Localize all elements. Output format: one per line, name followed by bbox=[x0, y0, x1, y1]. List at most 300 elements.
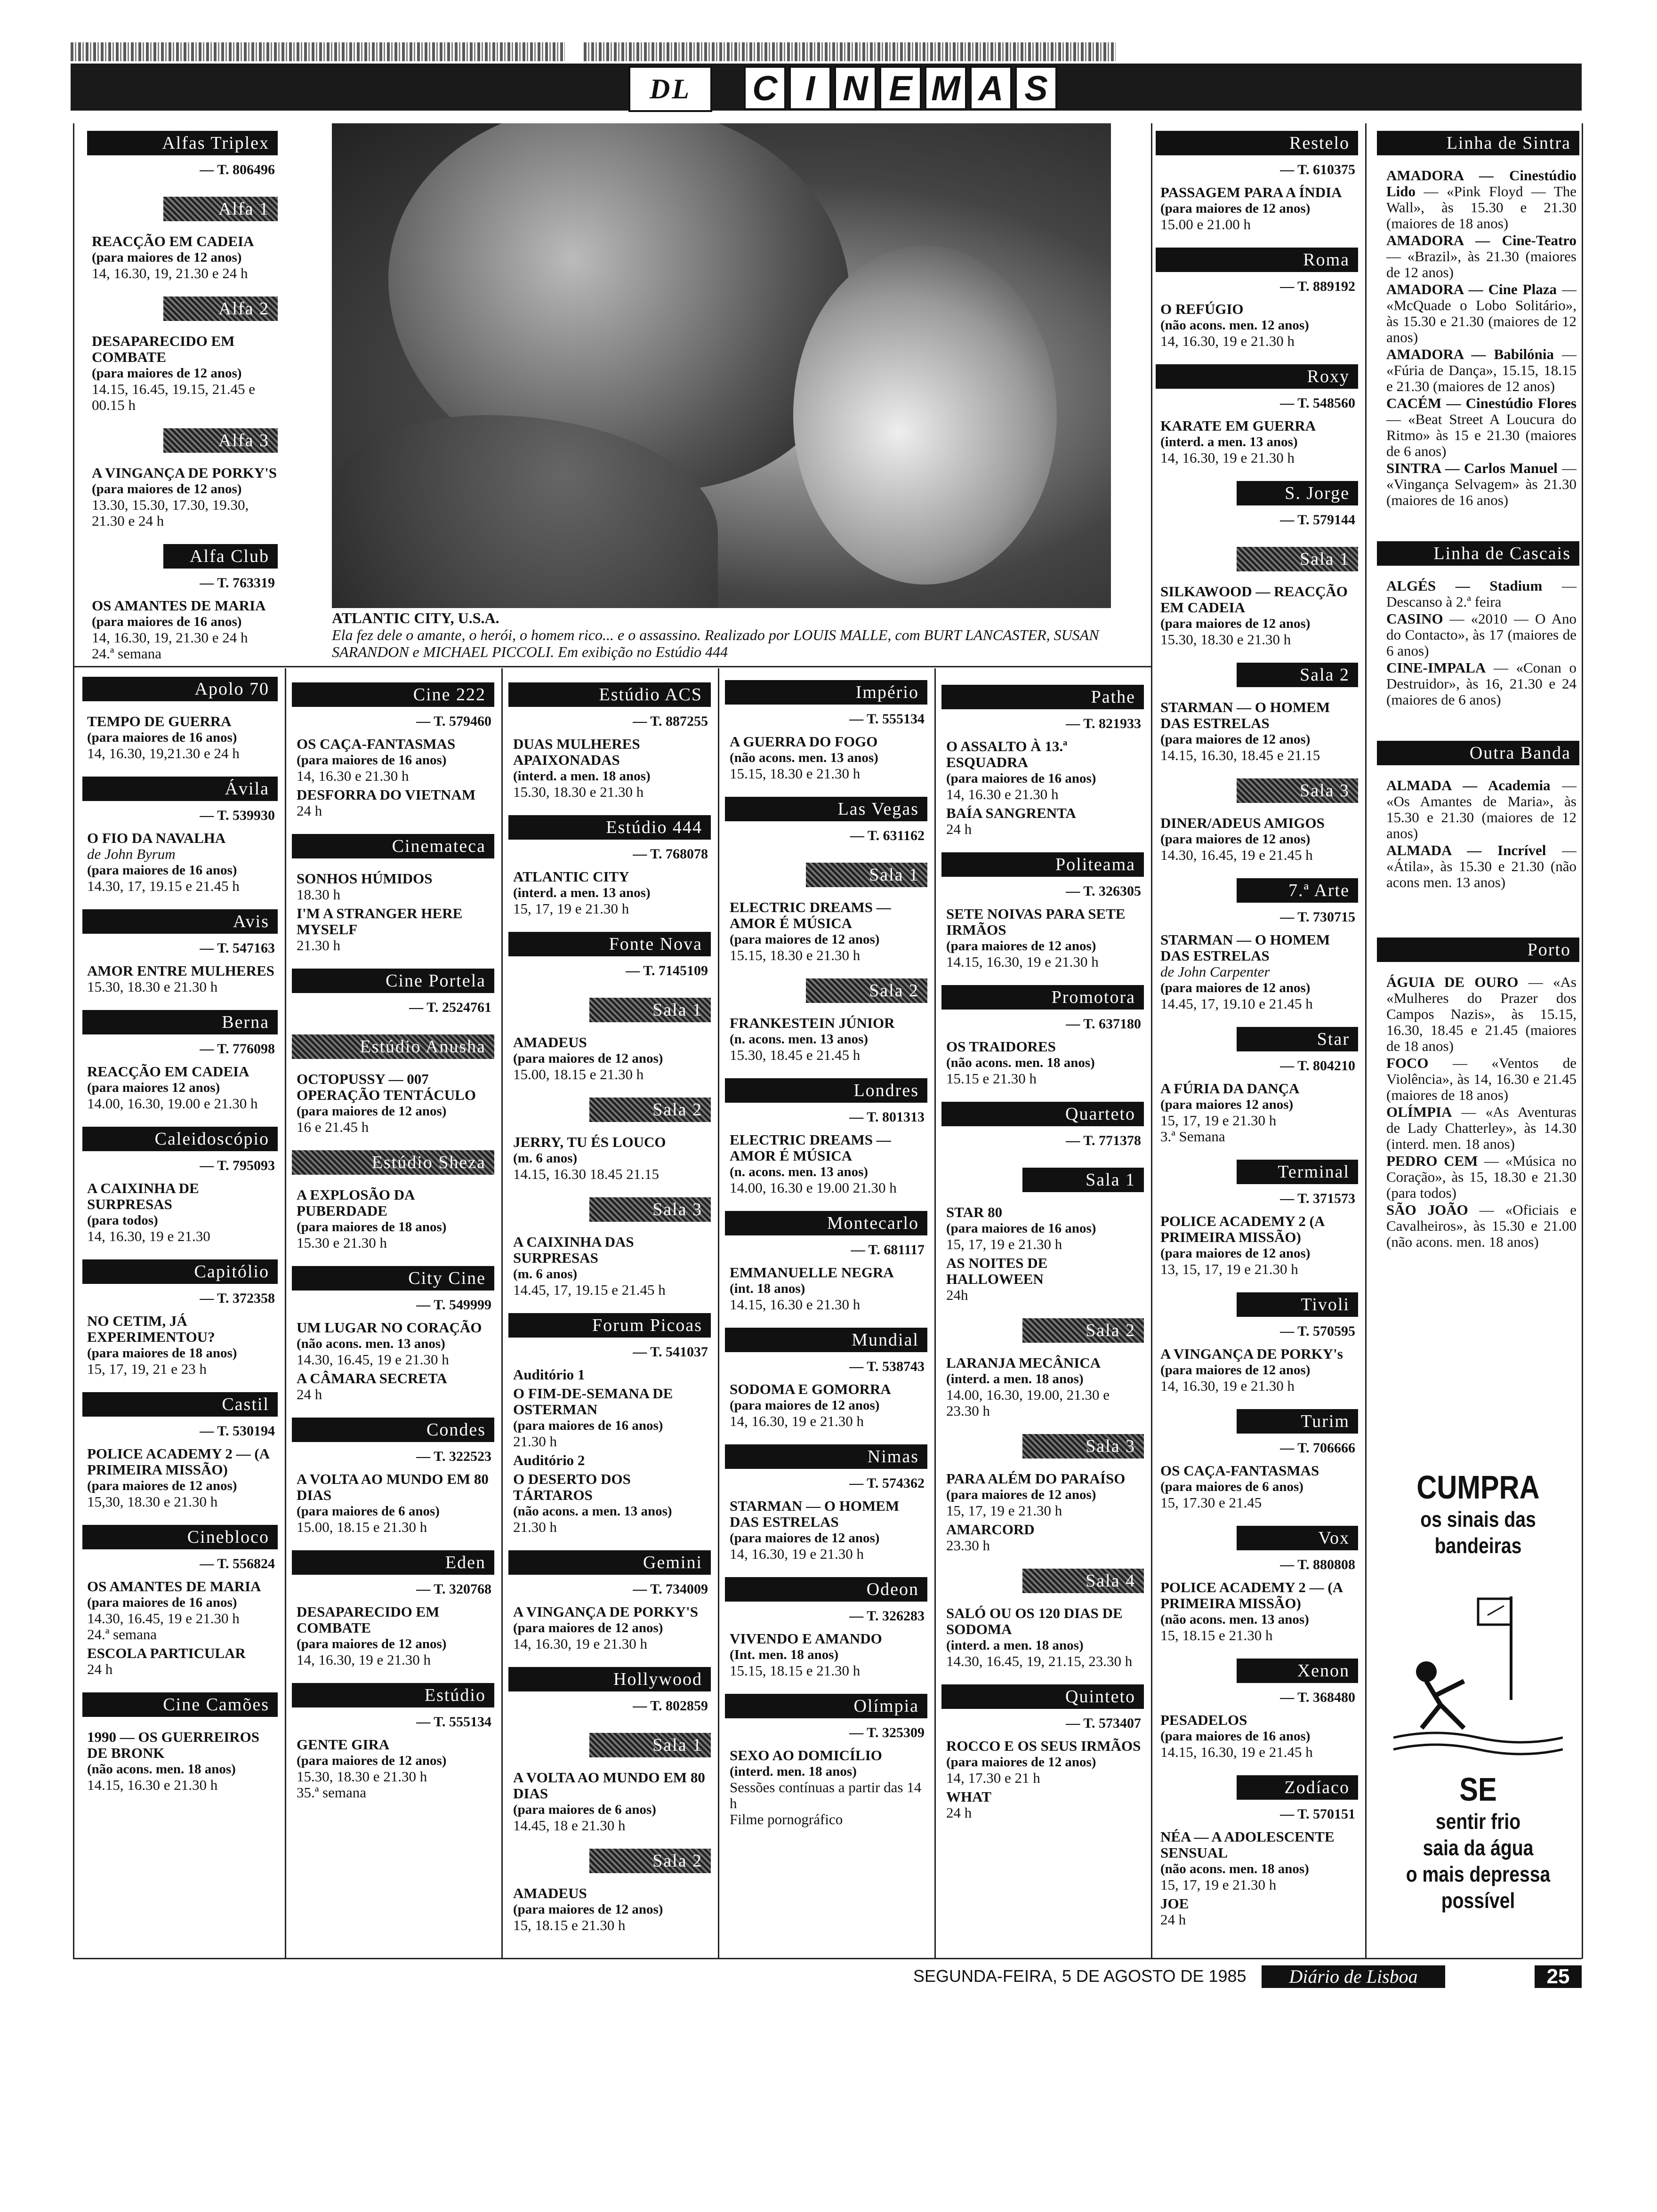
film-entry bbox=[946, 1355, 1144, 1419]
film-title: DINER/ADEUS AMIGOS bbox=[1160, 815, 1325, 831]
region-entry bbox=[1386, 974, 1577, 1054]
film-rating: (não acons. men. 13 anos) bbox=[297, 1336, 445, 1351]
spacer bbox=[82, 897, 278, 909]
spacer bbox=[87, 665, 278, 677]
film-rating: (para maiores de 12 anos) bbox=[946, 1755, 1096, 1770]
spacer bbox=[508, 1122, 711, 1134]
film-times: 14.15, 16.30, 19 e 21.45 h bbox=[1160, 1744, 1313, 1760]
cinema-listing bbox=[82, 1525, 278, 1692]
spacer bbox=[292, 822, 494, 834]
cinema-listing bbox=[1156, 1775, 1358, 1943]
film-entry bbox=[730, 734, 927, 782]
film-rating: (para maiores de 16 anos) bbox=[87, 1595, 237, 1610]
film-entry bbox=[1160, 1081, 1358, 1145]
spacer bbox=[941, 1422, 1144, 1434]
film-title: OS CAÇA-FANTASMAS bbox=[297, 736, 456, 752]
film-times: 15, 17, 19, 21 e 23 h bbox=[87, 1361, 207, 1377]
film-title: A FÚRIA DA DANÇA bbox=[1160, 1080, 1300, 1097]
cinema-name: S. Jorge bbox=[1237, 481, 1358, 505]
cinema-listing bbox=[1156, 1160, 1358, 1292]
cinema-phone: — T. 887255 bbox=[633, 713, 708, 729]
film-rating: (para maiores de 18 anos) bbox=[87, 1346, 237, 1361]
film-title: GENTE GIRA bbox=[297, 1736, 390, 1753]
film-entry bbox=[946, 1789, 1144, 1821]
cinema-phone: — T. 806496 bbox=[200, 162, 275, 177]
spacer bbox=[82, 1680, 278, 1692]
spacer bbox=[508, 986, 711, 998]
film-times: 14.30, 16.45, 19, 21.15, 23.30 h bbox=[946, 1653, 1133, 1669]
film-title: LARANJA MECÂNICA bbox=[946, 1354, 1101, 1371]
film-entry bbox=[730, 1132, 927, 1196]
film-title: A VINGANÇA DE PORKY's bbox=[1160, 1346, 1343, 1362]
film-times: 24 h bbox=[1160, 1911, 1186, 1928]
spacer bbox=[1156, 687, 1358, 699]
spacer bbox=[941, 973, 1144, 985]
cinema-name: Sala 3 bbox=[589, 1197, 711, 1222]
spacer bbox=[508, 1022, 711, 1034]
spacer bbox=[1156, 866, 1358, 878]
film-title: Auditório 2 bbox=[513, 1452, 585, 1468]
film-times: 14, 16.30, 19 e 21.30 h bbox=[730, 1546, 864, 1562]
cinema-phone: — T. 326283 bbox=[849, 1608, 925, 1624]
cinema-listing bbox=[87, 131, 278, 197]
film-times: 15.30, 18.30 e 21.30 h bbox=[87, 978, 218, 995]
cinema-listing bbox=[82, 1259, 278, 1392]
cinema-listing bbox=[82, 677, 278, 777]
film-times: 14.15, 16.30 e 21.30 h bbox=[730, 1296, 861, 1313]
cinema-phone: — T. 7145109 bbox=[626, 963, 708, 978]
region-entry bbox=[1386, 611, 1577, 659]
cinema-phone: — T. 579460 bbox=[416, 713, 491, 729]
film-still-photo bbox=[332, 123, 1111, 608]
film-title: OCTOPUSSY — 007 OPERAÇÃO TENTÁCULO bbox=[297, 1071, 476, 1103]
spacer bbox=[292, 956, 494, 969]
cinema-name: Roxy bbox=[1156, 364, 1358, 389]
cinema-phone: — T. 771378 bbox=[1066, 1133, 1141, 1148]
spacer bbox=[725, 966, 927, 978]
spacer bbox=[292, 1254, 494, 1266]
film-entry bbox=[87, 1313, 278, 1377]
film-title: OS AMANTES DE MARIA bbox=[87, 1578, 261, 1595]
venue-name: OLÍMPIA bbox=[1386, 1104, 1452, 1120]
film-entry bbox=[946, 1471, 1144, 1519]
film-rating: (m. 6 anos) bbox=[513, 1266, 578, 1282]
spacer bbox=[508, 1873, 711, 1885]
film-entry bbox=[87, 1645, 278, 1677]
ad-text: sentir frio bbox=[1435, 1809, 1521, 1834]
film-times: 21.30 h bbox=[513, 1519, 557, 1535]
cinema-phone: — T. 555134 bbox=[416, 1714, 491, 1730]
header-texture-left bbox=[71, 42, 565, 61]
venue-name: ÁGUIA DE OURO bbox=[1386, 974, 1519, 990]
cinema-listing bbox=[1156, 778, 1358, 878]
section-title-letter: A bbox=[970, 66, 1012, 110]
film-times: 14, 16.30, 19 e 21.30 h bbox=[730, 1413, 864, 1429]
cinema-phone: — T. 372358 bbox=[200, 1290, 275, 1306]
film-times: 14.00, 16.30 e 19.00 21.30 h bbox=[730, 1179, 897, 1196]
spacer bbox=[941, 1459, 1144, 1471]
film-entry bbox=[513, 1034, 711, 1082]
cinema-name: Apolo 70 bbox=[82, 677, 278, 701]
film-times: 14.15, 16.30, 19 e 21.30 h bbox=[946, 954, 1099, 970]
cinema-phone: — T. 734009 bbox=[633, 1581, 708, 1597]
cinema-listing bbox=[292, 834, 494, 969]
spacer bbox=[941, 1155, 1144, 1168]
film-rating: (para maiores de 12 anos) bbox=[92, 481, 242, 497]
spacer bbox=[292, 1175, 494, 1187]
cinema-listing bbox=[508, 1667, 711, 1733]
region-entry bbox=[1386, 232, 1577, 281]
film-title: AMADEUS bbox=[513, 1885, 587, 1901]
venue-program: — «Brazil», às 21.30 (maiores de 12 anos) bbox=[1386, 248, 1577, 281]
film-rating: (para maiores de 12 anos) bbox=[730, 932, 880, 947]
cinema-listing bbox=[82, 1010, 278, 1127]
film-rating: (para maiores de 16 anos) bbox=[297, 753, 447, 768]
spacer bbox=[941, 1556, 1144, 1569]
film-rating: (para maiores de 12 anos) bbox=[92, 366, 242, 381]
cinema-listing bbox=[292, 1550, 494, 1683]
cinema-phone: — T. 763319 bbox=[200, 575, 275, 591]
cinema-phone: — T. 681117 bbox=[851, 1242, 925, 1258]
film-rating: (não acons. men. 13 anos) bbox=[1160, 1612, 1309, 1627]
column-3 bbox=[508, 682, 711, 1948]
cinema-name: Odeon bbox=[725, 1577, 927, 1602]
region-entry bbox=[1386, 281, 1577, 345]
spacer bbox=[1156, 1763, 1358, 1775]
film-entry bbox=[946, 906, 1144, 970]
film-title: O FIO DA NAVALHA bbox=[87, 830, 226, 846]
cinema-phone: — T. 631162 bbox=[850, 828, 925, 843]
film-rating: (para maiores de 12 anos) bbox=[946, 938, 1096, 954]
ad-text: saia da água bbox=[1423, 1835, 1534, 1860]
film-title: ELECTRIC DREAMS — AMOR É MÚSICA bbox=[730, 1131, 891, 1164]
column-rule bbox=[934, 668, 936, 1958]
cinema-name: Las Vegas bbox=[725, 797, 927, 821]
column-4 bbox=[725, 680, 927, 1843]
cinema-phone: — T. 730715 bbox=[1280, 909, 1355, 925]
section-title-letter: C bbox=[744, 66, 786, 110]
cinema-listing bbox=[941, 685, 1144, 852]
film-rating: (para maiores 12 anos) bbox=[87, 1080, 220, 1095]
column-1 bbox=[82, 677, 278, 1808]
spacer bbox=[941, 1306, 1144, 1318]
film-times: 14.30, 16.45, 19 e 21.30 h bbox=[87, 1610, 240, 1627]
film-title: DESAPARECIDO EM COMBATE bbox=[297, 1603, 440, 1636]
cinema-phone: — T. 795093 bbox=[200, 1158, 275, 1173]
film-times: 14, 16.30, 19 e 21.30 h bbox=[1160, 333, 1295, 349]
film-rating: (interd. a men. 13 anos) bbox=[1160, 434, 1298, 449]
venue-name: PEDRO CEM bbox=[1386, 1153, 1478, 1169]
film-rating: (para maiores de 6 anos) bbox=[297, 1504, 440, 1519]
spacer bbox=[1156, 1397, 1358, 1409]
venue-program: — «Fúria de Dança», 15.15, 18.15 e 21.30 (maiores de 12 anos) bbox=[1386, 346, 1577, 394]
film-times: 14.45, 17, 19.10 e 21.45 h bbox=[1160, 995, 1313, 1012]
cinema-listing bbox=[1156, 481, 1358, 547]
film-times: 14, 16.30, 19, 21.30 e 24 h bbox=[92, 265, 248, 281]
cinema-name: Capitólio bbox=[82, 1259, 278, 1284]
cinema-name: Vox bbox=[1237, 1526, 1358, 1550]
film-title: Auditório 1 bbox=[513, 1366, 585, 1383]
spacer bbox=[941, 1192, 1144, 1204]
cinema-listing bbox=[725, 1328, 927, 1444]
cinema-phone: — T. 706666 bbox=[1280, 1440, 1355, 1456]
cinema-name: Alfa Club bbox=[163, 544, 278, 569]
cinema-name: Alfas Triplex bbox=[87, 131, 278, 155]
cinema-listing bbox=[941, 1684, 1144, 1836]
venue-name: SÃO JOÃO bbox=[1386, 1202, 1468, 1218]
section-title-letter: I bbox=[789, 66, 831, 110]
film-entry bbox=[946, 1738, 1144, 1786]
film-entry bbox=[730, 1631, 927, 1679]
spacer bbox=[725, 785, 927, 797]
cinema-listing bbox=[87, 197, 278, 297]
film-times: 15.30 e 21.30 h bbox=[297, 1234, 387, 1251]
cinema-name: Montecarlo bbox=[725, 1211, 927, 1235]
film-entry bbox=[946, 1605, 1144, 1669]
cinema-name: Nimas bbox=[725, 1444, 927, 1469]
film-rating: (para maiores de 12 anos) bbox=[513, 1051, 663, 1066]
cinema-phone: — T. 802859 bbox=[633, 1698, 708, 1714]
film-entry bbox=[513, 1471, 711, 1535]
film-times: 15.30, 18.45 e 21.45 h bbox=[730, 1047, 861, 1063]
film-rating: (para maiores 12 anos) bbox=[1160, 1097, 1294, 1112]
film-rating: (para maiores de 16 anos) bbox=[1160, 1729, 1311, 1744]
cinema-phone: — T. 776098 bbox=[200, 1041, 275, 1057]
venue-name: AMADORA — Babilónia bbox=[1386, 346, 1554, 362]
cinema-listing bbox=[292, 1266, 494, 1418]
cinema-name: Condes bbox=[292, 1418, 494, 1442]
film-entry bbox=[92, 233, 278, 281]
film-title: KARATE EM GUERRA bbox=[1160, 417, 1316, 434]
film-times: 24 h bbox=[946, 821, 972, 837]
spacer bbox=[1377, 155, 1579, 168]
film-rating: (para maiores de 18 anos) bbox=[297, 1219, 447, 1234]
film-entry bbox=[1160, 1213, 1358, 1277]
film-times: 14.30, 17, 19.15 e 21.45 h bbox=[87, 878, 240, 894]
region-name: Outra Banda bbox=[1377, 741, 1579, 765]
film-rating: (para maiores de 12 anos) bbox=[730, 1398, 880, 1413]
venue-program: — «Vingança Selvagem» às 21.30 (maiores de 16 anos) bbox=[1386, 460, 1577, 508]
spacer bbox=[82, 1380, 278, 1392]
cinema-phone: — T. 2524761 bbox=[409, 1000, 491, 1015]
cinema-listing bbox=[1156, 1409, 1358, 1526]
newspaper-logo: DL bbox=[628, 66, 712, 112]
film-title: DUAS MULHERES APAIXONADAS bbox=[513, 736, 640, 768]
cinema-listing bbox=[508, 1197, 711, 1313]
cinema-listing bbox=[508, 1098, 711, 1197]
region-entry bbox=[1386, 395, 1577, 459]
cinema-name: Alfa 2 bbox=[163, 297, 278, 321]
film-title: AMOR ENTRE MULHERES bbox=[87, 962, 274, 979]
film-entry bbox=[297, 1187, 494, 1251]
cinema-phone: — T. 530194 bbox=[200, 1423, 275, 1439]
column-6 bbox=[1156, 131, 1358, 1943]
film-entry bbox=[297, 871, 494, 903]
film-title: STAR 80 bbox=[946, 1204, 1003, 1220]
cinema-listing bbox=[941, 852, 1144, 985]
cinema-phone: — T. 821933 bbox=[1066, 716, 1141, 731]
bottom-rule bbox=[73, 1958, 1582, 1959]
film-title: SETE NOIVAS PARA SETE IRMÃOS bbox=[946, 906, 1126, 938]
column-rule bbox=[718, 668, 719, 1958]
film-times: 14, 16.30, 19 e 21.30 bbox=[87, 1228, 210, 1244]
cinema-name: Império bbox=[725, 680, 927, 705]
film-title: SEXO AO DOMICÍLIO bbox=[730, 1747, 882, 1763]
header-texture-right bbox=[584, 42, 1116, 61]
film-rating: (para maiores de 16 anos) bbox=[513, 1418, 663, 1433]
film-times: 15.15 e 21.30 h bbox=[946, 1070, 1037, 1087]
film-times: 14.30, 16.45, 19 e 21.45 h bbox=[1160, 847, 1313, 863]
film-rating: (para maiores de 16 anos) bbox=[87, 863, 237, 878]
spacer bbox=[1156, 1280, 1358, 1292]
cinema-listing bbox=[508, 1849, 711, 1948]
film-title: O DESERTO DOS TÁRTAROS bbox=[513, 1471, 631, 1503]
film-rating: (para maiores de 16 anos) bbox=[946, 771, 1096, 786]
cinema-name: Xenon bbox=[1237, 1659, 1358, 1683]
section-title bbox=[744, 66, 1057, 108]
film-times: 15, 17, 19 e 21.30 h bbox=[1160, 1112, 1277, 1129]
film-entry bbox=[297, 1737, 494, 1801]
film-title: ELECTRIC DREAMS — AMOR É MÚSICA bbox=[730, 899, 891, 931]
cinema-listing bbox=[508, 1550, 711, 1667]
film-times: 15.00 e 21.00 h bbox=[1160, 216, 1251, 232]
film-times: 14, 16.30 e 21.30 h bbox=[946, 786, 1059, 802]
region-name: Linha de Cascais bbox=[1377, 541, 1579, 566]
caption-text: Ela fez dele o amante, o herói, o homem rico... e o assassino. Realizado por LOUIS MALLE, com BURT LANCASTER, SUSAN SARANDON e MICHAEL PICCOLI. Em exibição no Estúdio 444 bbox=[332, 626, 1099, 660]
film-title: REACÇÃO EM CADEIA bbox=[92, 233, 254, 249]
film-entry bbox=[730, 1015, 927, 1063]
film-times: 14, 16.30, 19 e 21.30 h bbox=[513, 1635, 648, 1652]
cinema-name: Alfa 1 bbox=[163, 197, 278, 221]
cinema-name: Roma bbox=[1156, 248, 1358, 272]
cinema-name: Sala 1 bbox=[806, 863, 927, 887]
film-times: 24 h bbox=[297, 802, 322, 819]
cinema-listing bbox=[1156, 663, 1358, 778]
cinema-phone: — T. 573407 bbox=[1066, 1715, 1141, 1731]
film-entry bbox=[1160, 932, 1358, 1012]
film-entry bbox=[513, 1234, 711, 1298]
spacer bbox=[1156, 352, 1358, 364]
cinema-listing bbox=[292, 1418, 494, 1550]
spacer bbox=[508, 920, 711, 932]
film-rating: (não acons. men. 18 anos) bbox=[946, 1055, 1095, 1070]
spacer bbox=[1156, 1931, 1358, 1943]
film-entry bbox=[730, 1265, 927, 1313]
venue-program: — «2010 — O Ano do Contacto», às 17 (maiores de 6 anos) bbox=[1386, 610, 1577, 659]
film-rating: (para maiores de 12 anos) bbox=[92, 250, 242, 265]
cinema-listing bbox=[1156, 878, 1358, 1027]
film-note: 35.ª semana bbox=[297, 1784, 367, 1801]
region-entry bbox=[1386, 1153, 1577, 1201]
film-title: O ASSALTO À 13.ª ESQUADRA bbox=[946, 738, 1068, 770]
film-rating: (não acons. men. 12 anos) bbox=[1160, 318, 1309, 333]
film-title: OS CAÇA-FANTASMAS bbox=[1160, 1462, 1319, 1479]
cinema-listing bbox=[725, 978, 927, 1078]
section-title-letter: M bbox=[925, 66, 967, 110]
spacer bbox=[508, 1085, 711, 1098]
film-times: 14, 16.30, 19, 21.30 e 24 h bbox=[92, 629, 248, 646]
venue-name: AMADORA — Cinestúdio Lido bbox=[1386, 167, 1577, 200]
film-rating: (para maiores de 12 anos) bbox=[946, 1487, 1096, 1502]
cinema-phone: — T. 637180 bbox=[1066, 1016, 1141, 1032]
film-times: 24 h bbox=[946, 1804, 972, 1821]
film-title: STARMAN — O HOMEM DAS ESTRELAS bbox=[1160, 931, 1330, 964]
film-times: 15, 18.15 e 21.30 h bbox=[1160, 1627, 1273, 1643]
spacer bbox=[87, 184, 278, 197]
film-times: 15.30, 18.30 e 21.30 h bbox=[513, 784, 644, 800]
cinema-name: Sala 1 bbox=[589, 1733, 711, 1757]
film-times: 14.15, 16.30, 18.45 e 21.15 bbox=[1160, 747, 1320, 763]
cinema-name: Tivoli bbox=[1237, 1292, 1358, 1317]
region-listing bbox=[1377, 541, 1579, 708]
film-entry bbox=[1160, 184, 1358, 232]
spacer bbox=[1156, 571, 1358, 584]
cinema-listing bbox=[1156, 364, 1358, 481]
film-entry bbox=[87, 713, 278, 761]
film-director: de John Byrum bbox=[87, 846, 176, 862]
film-title: PARA ALÉM DO PARAÍSO bbox=[946, 1470, 1126, 1487]
film-times: 15, 17.30 e 21.45 bbox=[1160, 1494, 1262, 1511]
film-entry bbox=[1160, 1829, 1358, 1893]
film-note: Filme pornográfico bbox=[730, 1811, 843, 1827]
cinema-listing bbox=[941, 1569, 1144, 1684]
spacer bbox=[508, 1185, 711, 1197]
film-entry bbox=[1160, 1579, 1358, 1643]
film-rating: (para maiores de 12 anos) bbox=[1160, 832, 1311, 847]
film-rating: (para maiores de 16 anos) bbox=[87, 730, 237, 745]
cinema-listing bbox=[1156, 1292, 1358, 1409]
spacer bbox=[1156, 535, 1358, 547]
venue-name: ALMADA — Incrível bbox=[1386, 842, 1546, 858]
film-times: 15.30, 18.30 e 21.30 h bbox=[1160, 631, 1291, 648]
film-entry bbox=[1160, 418, 1358, 466]
film-times: 15,30, 18.30 e 21.30 h bbox=[87, 1493, 218, 1510]
spacer bbox=[941, 840, 1144, 852]
spacer bbox=[1156, 1147, 1358, 1160]
column-5 bbox=[941, 685, 1144, 1836]
cinema-name: Sala 2 bbox=[589, 1098, 711, 1122]
film-rating: (para maiores de 12 anos) bbox=[1160, 1362, 1311, 1378]
ad-text: bandeiras bbox=[1434, 1533, 1522, 1558]
spacer bbox=[292, 1538, 494, 1550]
cinema-name: Caleidoscópio bbox=[82, 1127, 278, 1151]
region-entry bbox=[1386, 346, 1577, 394]
film-entry bbox=[1160, 584, 1358, 648]
spacer bbox=[82, 1247, 278, 1259]
column-rule bbox=[73, 123, 74, 1959]
bather-flag-icon bbox=[1393, 1587, 1563, 1756]
film-entry bbox=[946, 1039, 1144, 1087]
film-times: 24 h bbox=[87, 1661, 113, 1677]
spacer bbox=[1156, 1514, 1358, 1526]
spacer bbox=[1377, 962, 1579, 974]
film-times: 14, 16.30 e 21.30 h bbox=[297, 768, 409, 784]
cinema-listing bbox=[87, 428, 278, 544]
cinema-phone: — T. 570151 bbox=[1280, 1806, 1355, 1822]
region-name: Linha de Sintra bbox=[1377, 131, 1579, 155]
film-rating: (não acons. men. 18 anos) bbox=[87, 1762, 236, 1777]
film-rating: (para maiores de 12 anos) bbox=[297, 1636, 447, 1651]
film-title: AMARCORD bbox=[946, 1521, 1035, 1538]
film-times: 15, 17, 19 e 21.30 h bbox=[946, 1236, 1062, 1252]
cinema-listing bbox=[508, 998, 711, 1098]
film-entry bbox=[297, 1604, 494, 1668]
cinema-listing bbox=[82, 909, 278, 1010]
spacer bbox=[725, 1432, 927, 1444]
film-title: 1990 — OS GUERREIROS DE BRONK bbox=[87, 1729, 260, 1761]
cinema-name: Berna bbox=[82, 1010, 278, 1034]
venue-program: — «McQuade o Lobo Solitário», às 15.30 e 21.30 (maiores de 12 anos) bbox=[1386, 281, 1577, 345]
